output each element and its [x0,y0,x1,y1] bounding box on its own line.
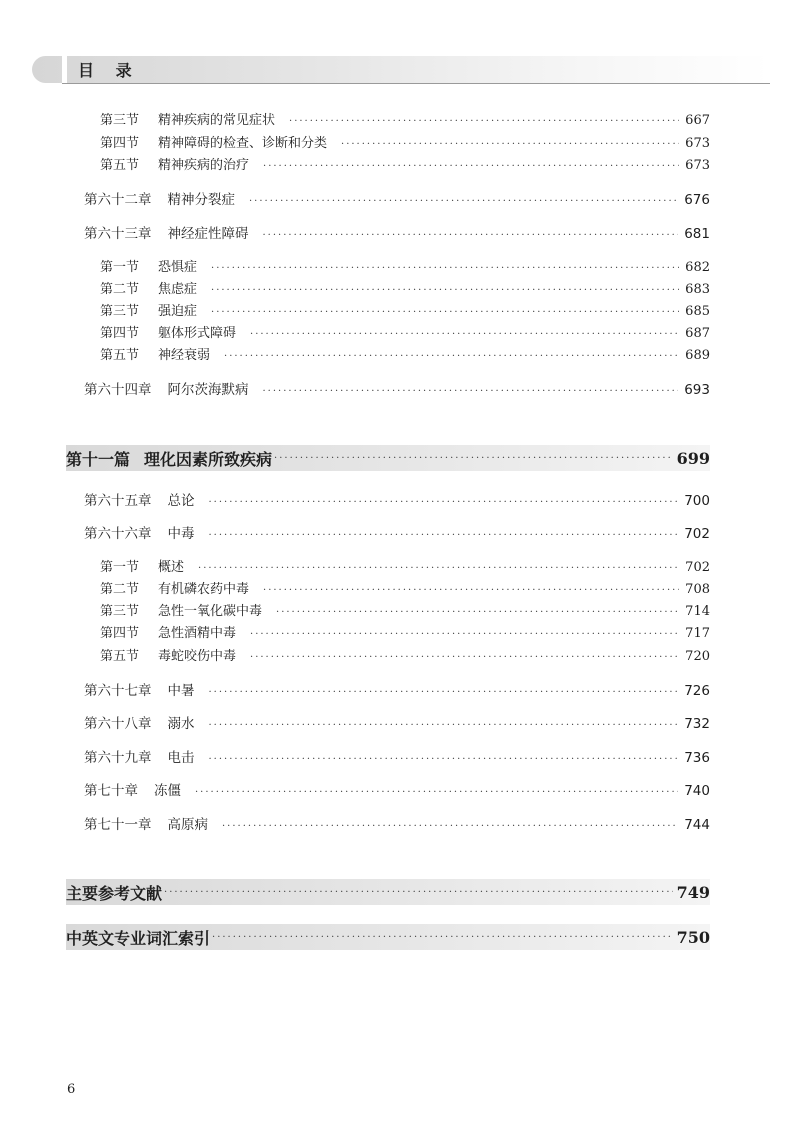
chapter-title: 电击 [167,750,195,766]
toc-chapter[interactable] [84,813,710,833]
section-number: 第三节 [100,113,140,128]
dot-leader [209,754,679,765]
page-ref: 681 [684,226,710,242]
dot-leader [224,351,679,362]
section-title: 躯体形式障碍 [158,326,237,341]
chapter-number: 第六十七章 [84,683,152,699]
toc-part[interactable] [66,445,710,471]
toc-section[interactable] [100,578,710,597]
section-title: 精神疾病的治疗 [158,158,250,173]
page-ref: 683 [685,282,710,297]
chapter-title: 高原病 [167,817,208,833]
page-ref: 699 [676,448,710,468]
dot-leader [164,887,673,898]
dot-leader [250,329,679,340]
chapter-title: 冻僵 [154,783,181,799]
dot-leader [222,821,678,832]
page-ref: 732 [684,716,710,732]
chapter-title: 中毒 [167,526,195,542]
section-number: 第三节 [100,304,140,319]
section-title: 精神障碍的检查、诊断和分类 [158,136,328,151]
dot-leader [263,230,679,241]
page-ref: 689 [685,348,710,363]
page-ref: 750 [676,927,710,947]
dot-leader [212,932,673,943]
toc-chapter[interactable] [84,188,710,208]
dot-leader [198,563,679,574]
section-title: 恐惧症 [158,260,198,275]
toc-chapter[interactable] [84,222,710,242]
toc-chapter[interactable] [84,779,710,799]
toc-chapter[interactable] [84,522,710,542]
page-ref: 676 [684,192,710,208]
section-title: 毒蛇咬伤中毒 [158,649,237,664]
section-title: 焦虑症 [158,282,198,297]
page-ref: 685 [685,304,710,319]
dot-leader [195,787,678,798]
toc-chapter[interactable] [84,489,710,509]
page-ref: 749 [676,882,710,902]
section-title: 有机磷农药中毒 [158,582,250,597]
section-number: 第五节 [100,158,140,173]
dot-leader [250,652,679,663]
chapter-number: 第六十八章 [84,716,152,732]
header-band [32,56,770,83]
toc-section[interactable] [100,109,710,128]
dot-leader [289,116,679,127]
dot-leader [209,720,679,731]
section-number: 第一节 [100,260,140,275]
header-title: 目 录 [78,61,140,80]
section-number: 第三节 [100,604,140,619]
page-header [32,56,770,84]
dot-leader [276,607,679,618]
chapter-title: 神经症性障碍 [167,226,249,242]
toc-chapter[interactable] [84,712,710,732]
toc-references[interactable] [66,879,710,905]
chapter-number: 第六十九章 [84,750,152,766]
header-rule [62,83,770,84]
toc-section[interactable] [100,154,710,173]
section-number: 第五节 [100,348,140,363]
chapter-number: 第七十一章 [84,817,152,833]
chapter-number: 第六十六章 [84,526,152,542]
section-title: 概述 [158,560,185,575]
section-title: 强迫症 [158,304,198,319]
toc-chapter[interactable] [84,746,710,766]
page-ref: 693 [684,382,710,398]
section-number: 第二节 [100,282,140,297]
page-ref: 702 [685,560,710,575]
page-ref: 673 [685,158,710,173]
chapter-title: 中暑 [167,683,195,699]
chapter-number: 第七十章 [84,783,138,799]
glossary-title: 中英文专业词汇索引 [66,928,211,948]
page-ref: 744 [684,817,710,833]
toc-glossary-index[interactable] [66,924,710,950]
header-divider [62,56,67,83]
page-ref: 726 [684,683,710,699]
toc-section[interactable] [100,556,710,575]
toc-section[interactable] [100,622,710,641]
dot-leader [263,386,679,397]
part-number: 第十一篇 [66,449,131,469]
section-title: 急性酒精中毒 [158,626,237,641]
dot-leader [250,629,679,640]
toc-section[interactable] [100,600,710,619]
dot-leader [209,687,679,698]
page-number: 6 [67,1082,76,1097]
section-title: 精神疾病的常见症状 [158,113,276,128]
toc-chapter[interactable] [84,378,710,398]
page-ref: 682 [685,260,710,275]
page-ref: 702 [684,526,710,542]
section-number: 第五节 [100,649,140,664]
section-title: 神经衰弱 [158,348,211,363]
dot-leader [341,139,679,150]
section-number: 第一节 [100,560,140,575]
section-number: 第四节 [100,326,140,341]
toc-section[interactable] [100,344,710,363]
chapter-title: 精神分裂症 [167,192,235,208]
toc-section[interactable] [100,256,710,275]
page-ref: 673 [685,136,710,151]
page-ref: 708 [685,582,710,597]
chapter-number: 第六十二章 [84,192,152,208]
toc-section[interactable] [100,132,710,151]
chapter-title: 阿尔茨海默病 [167,382,249,398]
page-ref: 740 [684,783,710,799]
chapter-title: 溺水 [167,716,195,732]
part-title: 理化因素所致疾病 [144,449,273,469]
page-ref: 687 [685,326,710,341]
section-number: 第四节 [100,626,140,641]
page-ref: 736 [684,750,710,766]
references-title: 主要参考文献 [66,883,163,903]
toc-section[interactable] [100,278,710,297]
page-ref: 714 [685,604,710,619]
toc-section[interactable] [100,645,710,664]
chapter-number: 第六十五章 [84,493,152,509]
toc-chapter[interactable] [84,679,710,699]
section-title: 急性一氧化碳中毒 [158,604,263,619]
chapter-number: 第六十四章 [84,382,152,398]
dot-leader [211,307,679,318]
toc-section[interactable] [100,300,710,319]
dot-leader [274,453,673,464]
section-number: 第二节 [100,582,140,597]
page-ref: 700 [684,493,710,509]
dot-leader [263,585,679,596]
dot-leader [263,161,679,172]
dot-leader [209,497,679,508]
section-number: 第四节 [100,136,140,151]
dot-leader [209,530,679,541]
toc-section[interactable] [100,322,710,341]
page-ref: 717 [685,626,710,641]
chapter-number: 第六十三章 [84,226,152,242]
page-ref: 720 [685,649,710,664]
dot-leader [211,263,679,274]
chapter-title: 总论 [167,493,195,509]
dot-leader [249,196,678,207]
dot-leader [211,285,679,296]
page-ref: 667 [685,113,710,128]
